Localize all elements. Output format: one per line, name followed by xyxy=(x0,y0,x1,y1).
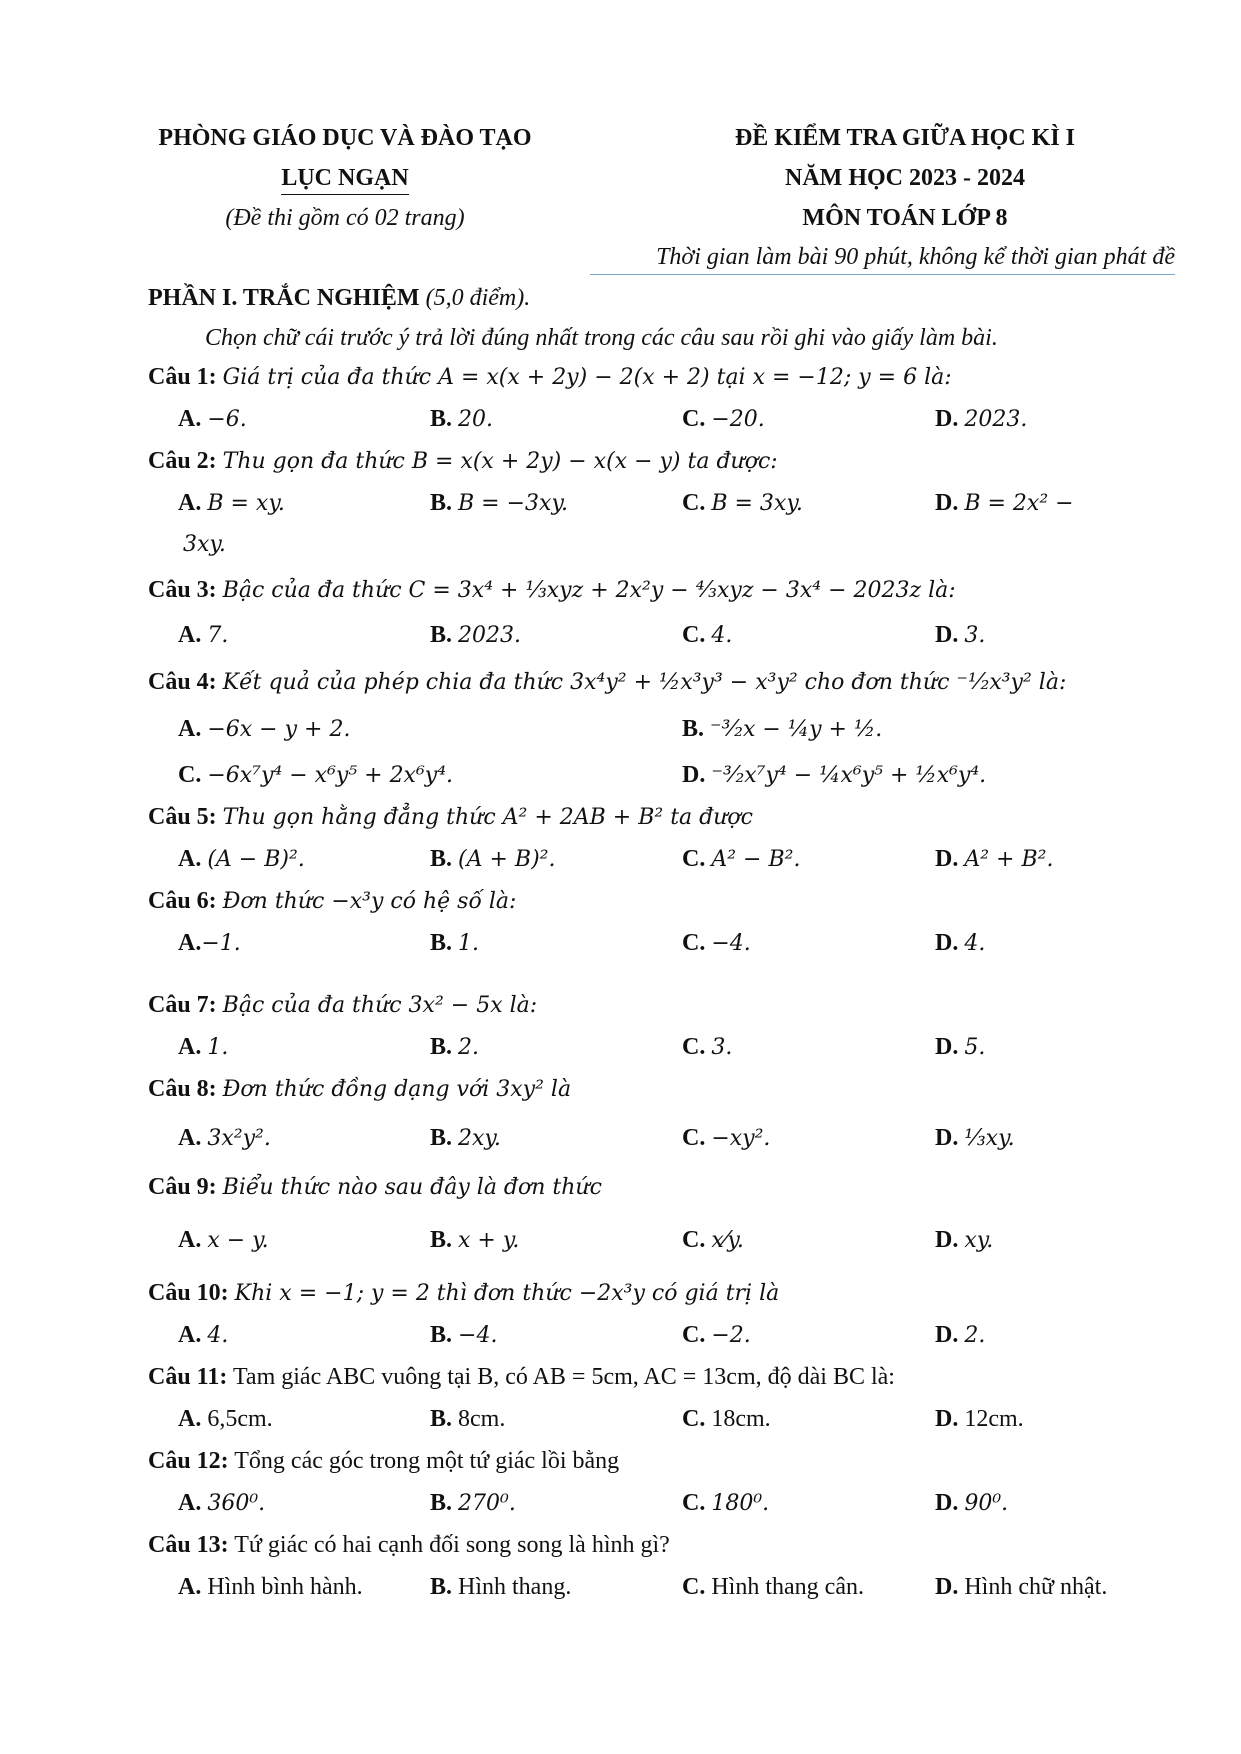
question-label: Câu 12: xyxy=(148,1448,229,1474)
time-note: Thời gian làm bài 90 phút, không kể thời gian phát đề xyxy=(590,240,1175,275)
question-13 xyxy=(148,1526,1148,1608)
section-instruction: Chọn chữ cái trước ý trả lời đúng nhất trong các câu sau rồi ghi vào giấy làm bài. xyxy=(205,325,998,351)
question-9 xyxy=(148,1168,1148,1272)
option-d-continuation: 3xy. xyxy=(183,532,226,557)
option-d[interactable]: D. ⁻³⁄₂x⁷y⁴ − ¼x⁶y⁵ + ½x⁶y⁴. xyxy=(682,762,987,788)
question-text: Tam giác ABC vuông tại B, có AB = 5cm, AC = 13cm, độ dài BC là: xyxy=(232,1364,895,1390)
question-label: Câu 2: xyxy=(148,448,217,474)
header-left xyxy=(110,118,580,238)
option-d[interactable]: D. A² + B². xyxy=(935,846,1054,872)
option-a[interactable]: A. 1. xyxy=(178,1034,229,1060)
section-points: (5,0 điểm). xyxy=(425,285,531,311)
question-text: Tứ giác có hai cạnh đối song song là hình gì? xyxy=(234,1532,670,1558)
option-b[interactable]: B. ⁻³⁄₂x − ¼y + ½. xyxy=(682,716,883,742)
option-b[interactable]: B. x + y. xyxy=(430,1227,520,1253)
question-12 xyxy=(148,1442,1148,1524)
question-label: Câu 4: xyxy=(148,669,217,695)
subject: MÔN TOÁN LỚP 8 xyxy=(802,205,1008,231)
question-11 xyxy=(148,1358,1148,1440)
header-right xyxy=(670,118,1140,238)
question-3 xyxy=(148,566,1148,656)
question-label: Câu 3: xyxy=(148,577,217,603)
question-5 xyxy=(148,798,1148,880)
option-d[interactable]: D. 90⁰. xyxy=(935,1490,1009,1516)
option-b[interactable]: B. 20. xyxy=(430,406,494,432)
question-4 xyxy=(148,658,1148,798)
question-label: Câu 8: xyxy=(148,1076,217,1102)
option-b[interactable]: B. Hình thang. xyxy=(430,1574,572,1600)
option-a[interactable]: A. −6x − y + 2. xyxy=(178,716,351,742)
question-list xyxy=(148,358,1148,1610)
option-d[interactable]: D. 12cm. xyxy=(935,1406,1024,1432)
option-d[interactable]: D. 5. xyxy=(935,1034,986,1060)
option-a[interactable]: A. −6. xyxy=(178,406,247,432)
district-name: LỤC NGẠN xyxy=(281,162,408,195)
question-label: Câu 10: xyxy=(148,1280,229,1306)
question-7 xyxy=(148,986,1148,1068)
option-c[interactable]: C. 4. xyxy=(682,622,733,648)
option-d[interactable]: D. 4. xyxy=(935,930,986,956)
section-title-text: PHẦN I. TRẮC NGHIỆM xyxy=(148,285,420,311)
question-label: Câu 5: xyxy=(148,804,217,830)
option-a[interactable]: A. B = xy. xyxy=(178,490,285,516)
option-a[interactable]: A. 4. xyxy=(178,1322,229,1348)
option-a[interactable]: A. 3x²y². xyxy=(178,1125,271,1151)
option-c[interactable]: C. −2. xyxy=(682,1322,751,1348)
option-c[interactable]: C. Hình thang cân. xyxy=(682,1574,864,1600)
question-text: Tổng các góc trong một tứ giác lồi bằng xyxy=(234,1448,620,1474)
question-label: Câu 11: xyxy=(148,1364,228,1390)
option-a[interactable]: A. 7. xyxy=(178,622,229,648)
exam-title: ĐỀ KIỂM TRA GIỮA HỌC KÌ I xyxy=(734,125,1076,151)
question-text: Đơn thức −x³y có hệ số là: xyxy=(222,889,517,914)
option-b[interactable]: B. 1. xyxy=(430,930,480,956)
option-b[interactable]: B. (A + B)². xyxy=(430,846,556,872)
question-label: Câu 1: xyxy=(148,364,217,390)
option-b[interactable]: B. 2. xyxy=(430,1034,480,1060)
option-c[interactable]: C. −4. xyxy=(682,930,751,956)
option-d[interactable]: D. B = 2x² − xyxy=(935,490,1074,516)
department-name: PHÒNG GIÁO DỤC VÀ ĐÀO TẠO xyxy=(158,125,532,151)
option-d[interactable]: D. xy. xyxy=(935,1227,994,1253)
option-d[interactable]: D. ⅓xy. xyxy=(935,1125,1015,1151)
option-b[interactable]: B. 2023. xyxy=(430,622,521,648)
option-d[interactable]: D. 2. xyxy=(935,1322,986,1348)
question-text: Đơn thức đồng dạng với 3xy² là xyxy=(222,1077,572,1102)
option-c[interactable]: C. −6x⁷y⁴ − x⁶y⁵ + 2x⁶y⁴. xyxy=(178,762,454,788)
option-c[interactable]: C. B = 3xy. xyxy=(682,490,803,516)
option-a[interactable]: A. x − y. xyxy=(178,1227,269,1253)
question-text: Biểu thức nào sau đây là đơn thức xyxy=(222,1175,602,1200)
question-text: Giá trị của đa thức A = x(x + 2y) − 2(x + 2) tại x = −12; y = 6 là: xyxy=(222,365,952,390)
option-d[interactable]: D. 3. xyxy=(935,622,986,648)
option-b[interactable]: B. 8cm. xyxy=(430,1406,506,1432)
question-1 xyxy=(148,358,1148,440)
option-b[interactable]: B. B = −3xy. xyxy=(430,490,568,516)
question-10 xyxy=(148,1274,1148,1356)
option-c[interactable]: C. A² − B². xyxy=(682,846,801,872)
question-text: Thu gọn đa thức B = x(x + 2y) − x(x − y) ta được: xyxy=(222,449,778,474)
question-text: Kết quả của phép chia đa thức 3x⁴y² + ½x³y³ − x³y² cho đơn thức ⁻¹⁄₂x³y² là: xyxy=(222,670,1067,695)
question-text: Bậc của đa thức C = 3x⁴ + ⅓xyz + 2x²y − ⁴⁄₃xyz − 3x⁴ − 2023z là: xyxy=(222,578,956,603)
question-label: Câu 7: xyxy=(148,992,217,1018)
question-label: Câu 13: xyxy=(148,1532,229,1558)
option-a[interactable]: A.−1. xyxy=(178,930,241,956)
option-c[interactable]: C. 3. xyxy=(682,1034,733,1060)
option-c[interactable]: C. −xy². xyxy=(682,1125,771,1151)
option-b[interactable]: B. 2xy. xyxy=(430,1125,501,1151)
option-b[interactable]: B. 270⁰. xyxy=(430,1490,516,1516)
option-d[interactable]: D. Hình chữ nhật. xyxy=(935,1574,1108,1600)
option-a[interactable]: A. (A − B)². xyxy=(178,846,305,872)
question-8 xyxy=(148,1070,1148,1166)
question-label: Câu 6: xyxy=(148,888,217,914)
school-year: NĂM HỌC 2023 - 2024 xyxy=(785,165,1025,191)
question-text: Thu gọn hằng đẳng thức A² + 2AB + B² ta được xyxy=(222,805,753,830)
question-text: Khi x = −1; y = 2 thì đơn thức −2x³y có giá trị là xyxy=(234,1281,780,1306)
option-c[interactable]: C. −20. xyxy=(682,406,765,432)
option-a[interactable]: A. Hình bình hành. xyxy=(178,1574,363,1600)
option-a[interactable]: A. 360⁰. xyxy=(178,1490,266,1516)
option-a[interactable]: A. 6,5cm. xyxy=(178,1406,273,1432)
page-count-note: (Đề thi gồm có 02 trang) xyxy=(225,205,465,231)
option-c[interactable]: C. x⁄y. xyxy=(682,1227,744,1253)
question-text: Bậc của đa thức 3x² − 5x là: xyxy=(222,993,538,1018)
option-c[interactable]: C. 18cm. xyxy=(682,1406,771,1432)
spacer xyxy=(148,966,1148,986)
section-title xyxy=(148,280,530,316)
question-6 xyxy=(148,882,1148,964)
question-2 xyxy=(148,442,1148,566)
question-label: Câu 9: xyxy=(148,1174,217,1200)
option-d[interactable]: D. 2023. xyxy=(935,406,1028,432)
option-c[interactable]: C. 180⁰. xyxy=(682,1490,770,1516)
option-b[interactable]: B. −4. xyxy=(430,1322,498,1348)
